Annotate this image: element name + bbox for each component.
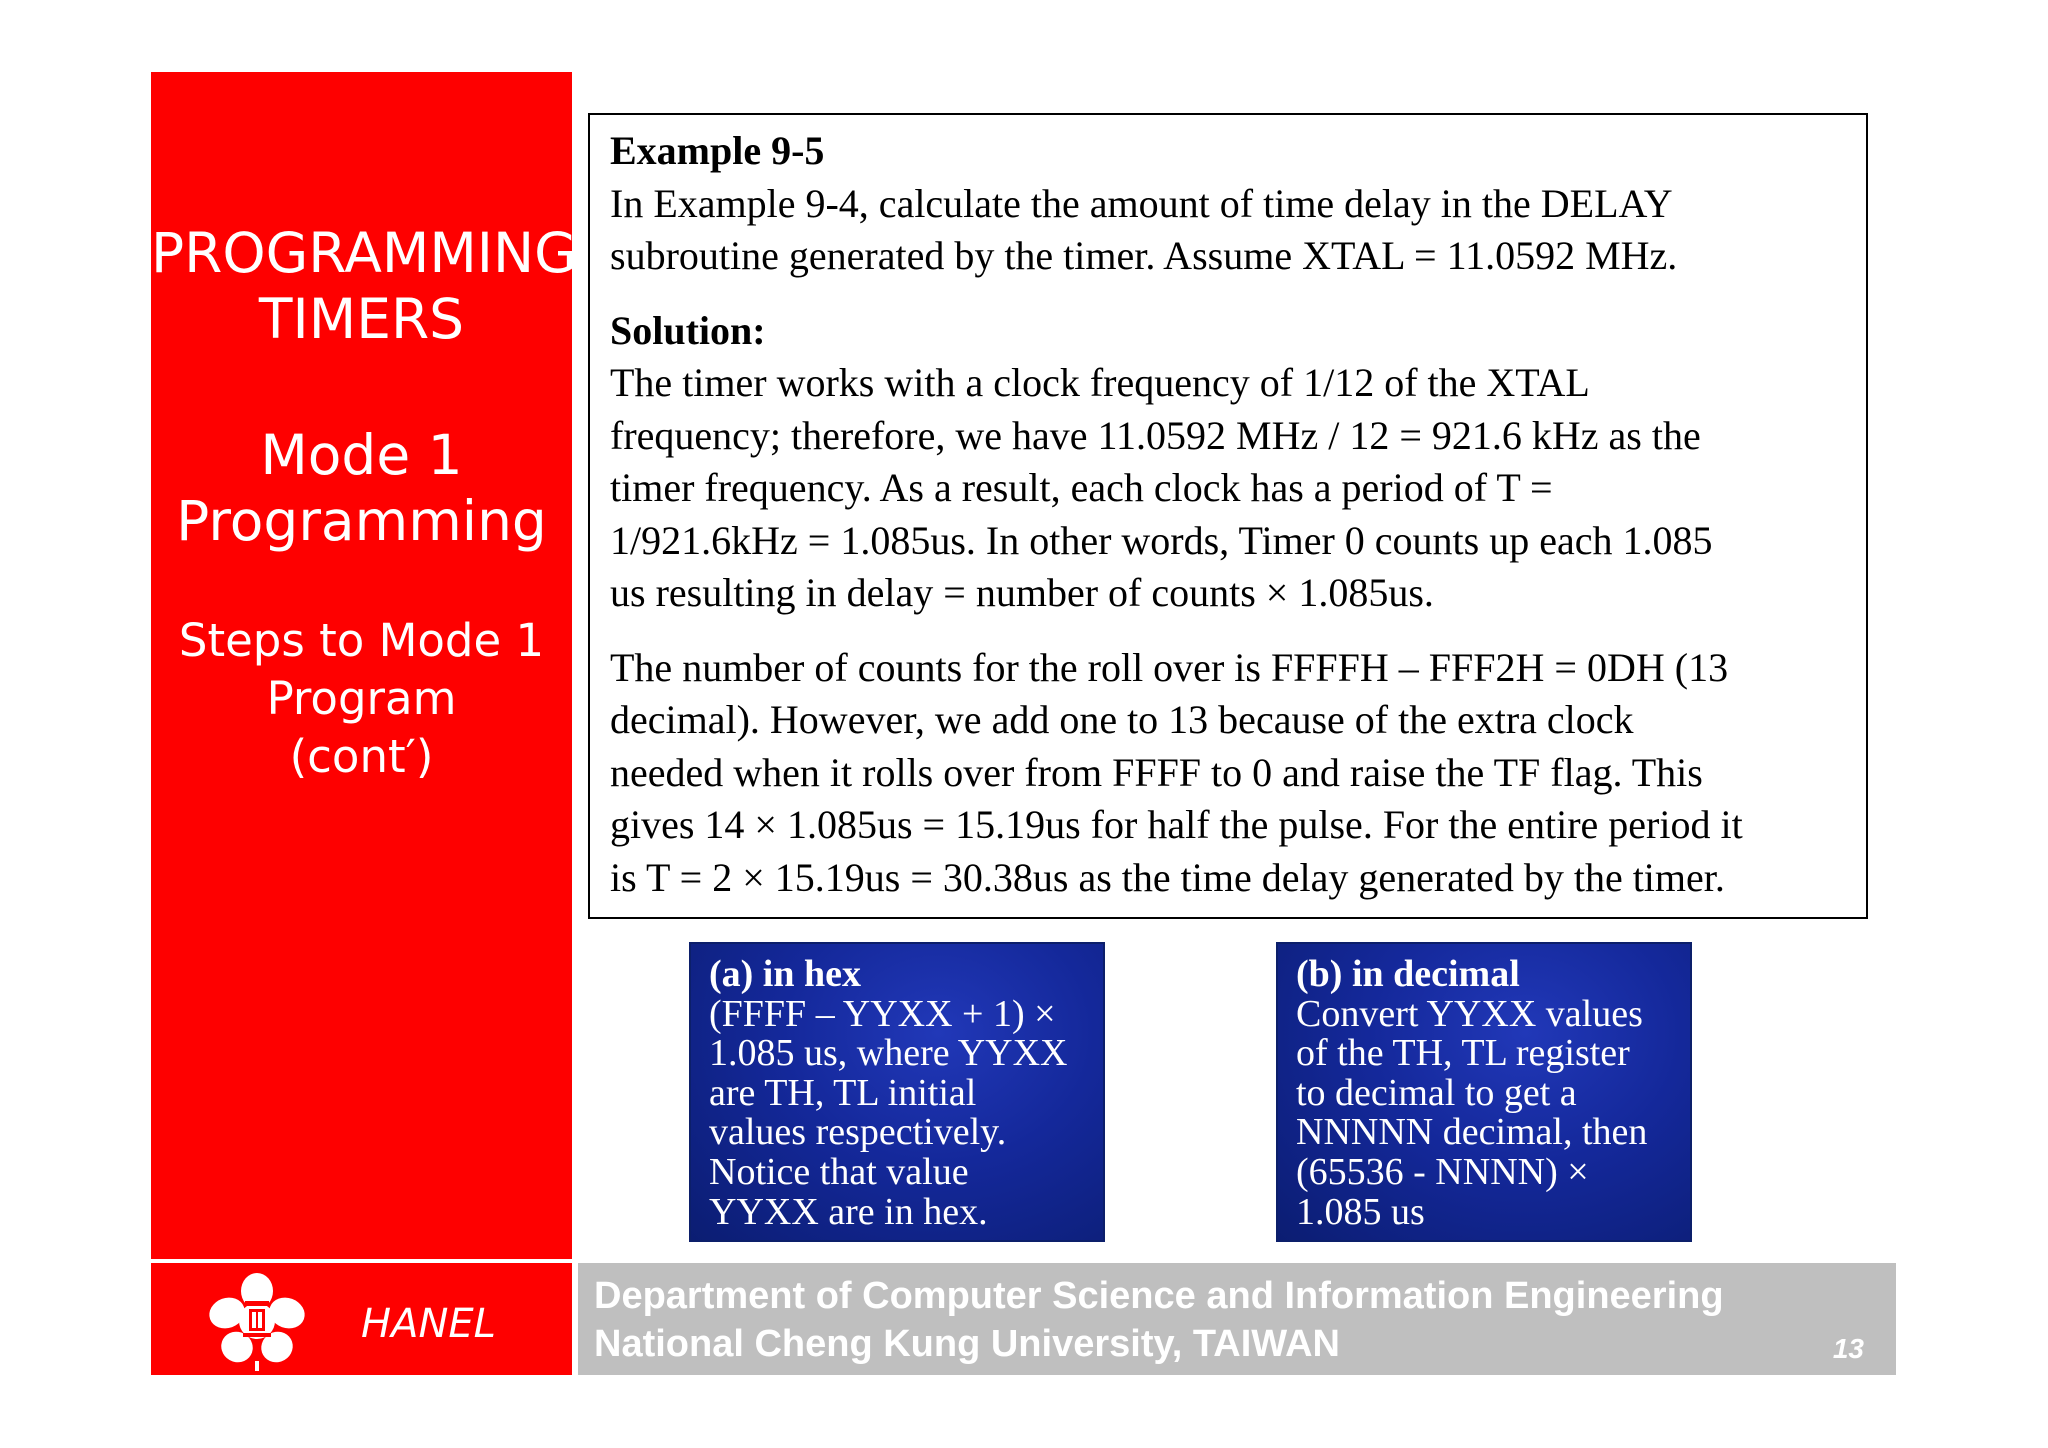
sidebar-title-line: TIMERS	[258, 287, 465, 351]
solution-heading: Solution:	[610, 307, 766, 353]
university-label: National Cheng Kung University, TAIWAN	[594, 1323, 1340, 1365]
decimal-method-line: (65536 - NNNN) ×	[1296, 1150, 1589, 1193]
hex-method-line: 1.085 us, where YYXX	[709, 1032, 1068, 1075]
sidebar-section-line: Program	[266, 672, 457, 725]
example-heading: Example 9-5	[610, 128, 825, 173]
sidebar-title	[151, 220, 577, 352]
sidebar-subtitle-line: Programming	[176, 489, 547, 553]
solution-line: needed when it rolls over from FFFF to 0 and raise the TF flag. This	[610, 749, 1703, 795]
author-label: HANEL	[361, 1301, 496, 1347]
question-line: In Example 9-4, calculate the amount of time delay in the DELAY	[610, 180, 1673, 226]
sidebar-section-line: Steps to Mode 1	[178, 614, 545, 667]
decimal-method-line: Convert YYXX values	[1296, 992, 1643, 1035]
solution-line: gives 14 × 1.085us = 15.19us for half the pulse. For the entire period it	[610, 802, 1743, 847]
hex-method-box	[689, 942, 1105, 1242]
solution-line: 1/921.6kHz = 1.085us. In other words, Timer 0 counts up each 1.085	[610, 517, 1713, 563]
sidebar	[151, 72, 577, 1259]
footer-institution	[578, 1263, 1896, 1375]
sidebar-title-line: PROGRAMMING	[151, 221, 577, 285]
solution-line: decimal). However, we add one to 13 because of the extra clock	[610, 697, 1634, 742]
sidebar-subtitle-line: Mode 1	[260, 423, 463, 487]
solution-line: The timer works with a clock frequency of 1/12 of the XTAL	[610, 360, 1590, 405]
decimal-method-line: of the TH, TL register	[1296, 1032, 1630, 1075]
solution-line: The number of counts for the roll over is FFFFH – FFF2H = 0DH (13	[610, 644, 1729, 690]
solution-line: is T = 2 × 15.19us = 30.38us as the time delay generated by the timer.	[610, 854, 1725, 900]
hex-method-line: values respectively.	[709, 1111, 1007, 1154]
sidebar-section	[151, 612, 572, 786]
decimal-method-heading: (b) in decimal	[1296, 953, 1520, 995]
hex-method-line: YYXX are in hex.	[709, 1190, 988, 1233]
page-number: 13	[1832, 1333, 1864, 1364]
sidebar-section-line: (cont′)	[289, 730, 434, 783]
department-label: Department of Computer Science and Information Engineering	[594, 1275, 1724, 1317]
example-box	[588, 113, 1868, 919]
hex-method-line: are TH, TL initial	[709, 1071, 977, 1114]
decimal-method-line: to decimal to get a	[1296, 1071, 1577, 1114]
university-emblem-icon	[201, 1271, 313, 1371]
footer-brand	[151, 1263, 572, 1375]
question-line: subroutine generated by the timer. Assume XTAL = 11.0592 MHz.	[610, 233, 1678, 278]
sidebar-subtitle	[151, 422, 572, 554]
decimal-method-line: NNNNN decimal, then	[1296, 1111, 1648, 1154]
hex-method-heading: (a) in hex	[709, 953, 861, 995]
hex-method-line: (FFFF – YYXX + 1) ×	[709, 992, 1056, 1035]
solution-line: frequency; therefore, we have 11.0592 MHz / 12 = 921.6 kHz as the	[610, 412, 1701, 458]
decimal-method-line: 1.085 us	[1296, 1190, 1425, 1233]
solution-line: timer frequency. As a result, each clock has a period of T =	[610, 465, 1553, 510]
decimal-method-box	[1276, 942, 1692, 1242]
hex-method-line: Notice that value	[709, 1150, 969, 1193]
solution-line: us resulting in delay = number of counts × 1.085us.	[610, 570, 1434, 615]
